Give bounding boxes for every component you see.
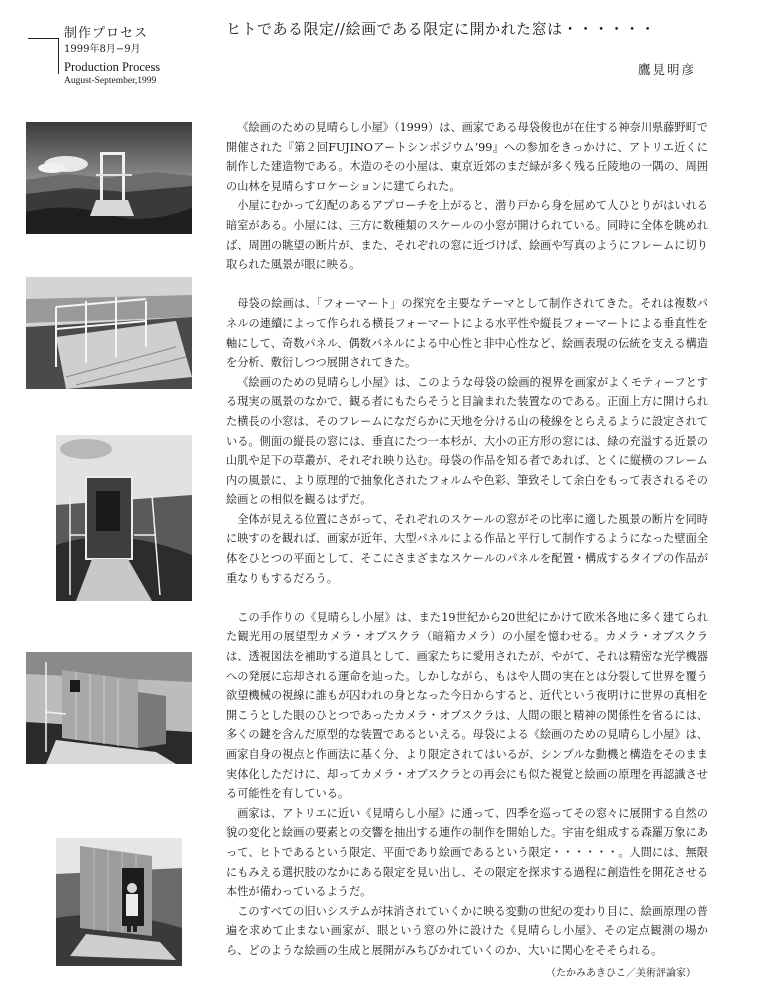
photo-person-at-hut: [56, 838, 182, 966]
author-credit: （たかみあきひこ／美術評論家）: [546, 968, 696, 979]
article-title: ヒトである限定//絵画である限定に開かれた窓は・・・・・・: [226, 20, 656, 38]
photo-scaffold-deck: [26, 277, 192, 389]
production-process-heading-en: Production Process: [64, 60, 161, 74]
paragraph: 《絵画のための見晴らし小屋》は、このような母袋の絵画的視界を画家がよくモティーフとする現実の風景のなかで、観る者にもたらそうと目論まれた装置なのである。正面上方に開けられた横長の小窓は、そのフレームになだらかに天地を分ける山の稜線をとらえるように設定されている。側面の縦長の窓には、垂直にたつ一本杉が、大小の正方形の窓には、緑の充溢する近景の山肌や足下の草叢が、それぞれ映り込む。母袋の作品を知る者であれば、とくに縦横のフレーム内の風景に、より原理的で抽象化されたフォルムや色彩、筆致そして余白をもって表されるその絵画との相似を観るはずだ。: [226, 375, 708, 507]
photo-hut-entrance: [56, 435, 192, 601]
paragraph: このすべての旧いシステムが抹消されていくかに映る変動の世紀の変わり目に、絵画原理の普遍を求めて止まない画家が、眼という窓の外に設けた《見晴らし小屋》、その定点観測の場から、どのような絵画の生成と展開がみちびかれていくのか、大いに関心をそそられる。: [226, 904, 708, 957]
paragraph: 小屋にむかって幻配のあるアプローチを上がると、潜り戸から身を屈めて人ひとりがはいれる暗室がある。小屋には、三方に数種類のスケールの小窓が開けられている。同時に全体を眺めれば、周囲の眺望の断片が、また、それぞれの窓に近づけば、絵画や写真のようにフレームに切り取られた風景が眼に映る。: [226, 199, 708, 272]
paragraph: 全体が見える位置にさがって、それぞれのスケールの窓がその比率に適した風景の断片を同時に映すのを観れば、画家が近年、大型パネルによる作品と平行して制作するようになった壁面全体をひとつの平面として、そこにさまざまなスケールのパネルを配置・構成するタイプの作品が重なりもするだろう。: [226, 512, 708, 585]
paragraph: 画家は、アトリエに近い《見晴らし小屋》に通って、四季を巡ってその窓々に展開する自然の貌の変化と絵画の要素との交響を抽出する連作の制作を開始した。宇宙を組成する森羅万象にあって、ヒトであるという限定、平面であり絵画であるという限定・・・・・・。人間には、無限にもみえる選択肢のなかにある限定を見い出し、その限定を探求する過程に創造性を開花させる本性が備わっているようだ。: [226, 806, 708, 899]
sidebar-rule: [28, 38, 58, 39]
article-body: [226, 118, 708, 961]
production-date-en: August-September,1999: [64, 76, 157, 86]
sidebar-vertical-rule: [58, 38, 59, 74]
production-process-heading-ja: 制作プロセス: [64, 26, 149, 41]
paragraph: この手作りの《見晴らし小屋》は、また19世紀から20世紀にかけて欧米各地に多く建てられた観光用の展望型カメラ・オブスクラ（暗箱カメラ）の小屋を憶わせる。カメラ・オブスクラは、透視図法を補助する道具として、画家たちに愛用されたが、やがて、それは精密な光学機器への発展に忘却される運命を辿った。しかしながら、もはや人間の実在とは分裂して世界を覆う欲望機械の視線に誰もが囚われの身となった今日からすると、近代という夜明けに世界の真相を開こうとした眼のひとつであったカメラ・オブスクラは、人間の眼と精神の関係性を省るには、多くの鍵を含んだ原型的な装置であるといえる。母袋による《絵画のための見晴らし小屋》は、画家自身の視点と作画法に基く分、より限定されてはいるが、シンプルな動機と構造をそのまま実体化しただけに、却ってカメラ・オブスクラとの再会にも似た視覚と絵画の原理を再認識させる可能性を有している。: [226, 610, 708, 801]
photo-hut-side: [26, 652, 192, 764]
paragraph: 母袋の絵画は、「フォーマート」の探究を主要なテーマとして制作されてきた。それは複数パネルの連續によって作られる横長フォーマートによる水平性や縦長フォーマートによる垂直性を軸にして、奇数パネル、偶数パネルによる中心性と非中心性など、絵画表現の伝統を支える構造を分析、敷衍しつつ展開されてきた。: [226, 297, 708, 370]
photo-frame-on-hilltop: [26, 122, 192, 234]
article-author: 鷹見明彦: [637, 62, 696, 77]
paragraph: 《絵画のための見晴らし小屋》（1999）は、画家である母袋俊也が在住する神奈川県藤野町で開催された『第２回FUJINOアートシンポジウム’99』への参加をきっかけに、アトリエ近くに制作した建造物である。木造のその小屋は、東京近郊のまだ緑が多く残る丘陵地の一隅の、周囲の山林を見晴らすロケーションに建てられた。: [226, 121, 708, 193]
production-date-ja: 1999年8月−9月: [64, 44, 141, 55]
